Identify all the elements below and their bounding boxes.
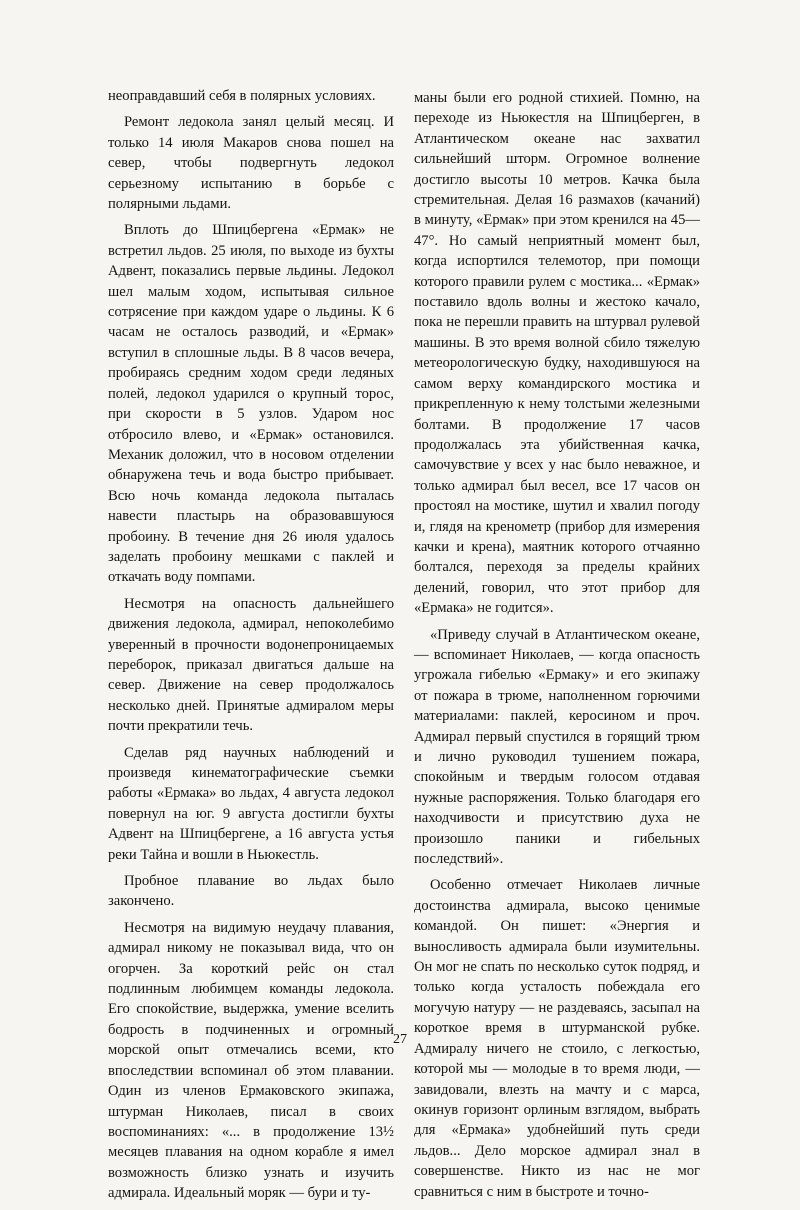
paragraph: Пробное плавание во льдах было закончено. bbox=[108, 873, 394, 910]
paragraph: Особенно отмечает Николаев личные достоинства адмирала, высоко ценимые командой. Он пишет: «Энергия и выносливость адмирала были изумительны. Он мог не спать по несколько суток подряд, и только когда усталость побеждала его могучую натуру — не раздеваясь, засыпал на короткое время в штурманской рубке. Адмиралу ничего не стоило, с легкостью, которой мы — молодые в то время люди, — завидовали, влезть на мачту и с марса, окинув горизонт орлиным взглядом, выбрать для «Ермака» удобнейший путь среди льдов... Дело морское адмирал знал в совершенстве. Никто из нас не мог сравниться с ним в быстроте и точно- bbox=[414, 877, 700, 1200]
paragraph: маны были его родной стихией. Помню, на переходе из Ньюкестля на Шпицберген, в Атлантическом океане нас захватил сильнейший шторм. Огромное волнение достигло высоты 10 метров. Качка была стремительная. Делая 16 размахов (качаний) в минуту, «Ермак» при этом кренился на 45—47°. Но самый неприятный момент был, когда испортился телемотор, при помощи которого правили рулем с мостика... «Ермак» поставило вдоль волны и жестоко качало, пока не перешли править на штурвал рулевой машины. В это время волной сбило тяжелую метеорологическую будку, находившуюся на самом верху командирского мостика и прикрепленную к нему толстыми железными болтами. В продолжение 17 часов продолжалась эта убийственная качка, самочувствие у всех у нас было неважное, и только адмирал был весел, все 17 часов он простоял на мостике, шутил и хвалил погоду и, глядя на кренометр (прибор для измерения качки и крена), маятник которого отчаянно болтался, переходя за пределы крайних делений, говорил, что этот прибор для «Ермака» не годится». bbox=[414, 90, 700, 617]
paragraph: Несмотря на опасность дальнейшего движения ледокола, адмирал, непоколебимо уверенный в прочности водонепроницаемых переборок, приказал двигаться дальше на север. Движение на север продолжалось несколько дней. Принятые адмиралом меры почти прекратили течь. bbox=[108, 595, 394, 735]
paragraph: Ремонт ледокола занял целый месяц. И только 14 июля Макаров снова пошел на север, чтобы подвергнуть ледокол серьезному испытанию в борьбе с полярными льдами. bbox=[108, 114, 394, 213]
paragraph: неоправдавший себя в полярных условиях. bbox=[108, 88, 376, 104]
paragraph: Несмотря на видимую неудачу плавания, адмирал никому не показывал вида, что он огорчен. За короткий рейс он стал подлинным любимцем команды ледокола. Его спокойствие, выдержка, умение вселить бодрость в подчиненных и огромный морской опыт отмечались всеми, кто впоследствии вспоминал об этом плавании. Один из членов Ермаковского экипажа, штурман Николаев, писал в своих воспоминаниях: «... в продолжение 13½ месяцев плавания на одном корабле я имел возможность близко узнать и изучить адмирала. Идеальный моряк — бури и ту- bbox=[108, 919, 394, 1202]
paragraph: Сделав ряд научных наблюдений и произведя кинематографические съемки работы «Ермака» во льдах, 4 августа ледокол повернул на юг. 9 августа достигли бухты Адвент на Шпицбергене, а 16 августа устья реки Тайна и вошли в Ньюкестль. bbox=[108, 744, 394, 863]
page-number: 27 bbox=[393, 1032, 407, 1047]
paragraph: Вплоть до Шпицбергена «Ермак» не встретил льдов. 25 июля, по выходе из бухты Адвент, показались первые льдины. Ледокол шел малым ходом, испытывая сильное сотрясение при каждом ударе о льдины. К 6 часам не осталось разводий, и «Ермак» вступил в сплошные льды. В 8 часов вечера, пробираясь средним ходом среди ледяных полей, ледокол ударился о крупный торос, при скорости в 5 узлов. Ударом нос отбросило влево, и «Ермак» остановился. Механик доложил, что в носовом отделении обнаружена течь и вода быстро прибывает. Всю ночь команда ледокола пыталась навести пластырь на образовавшуюся пробоину. В течение дня 26 июля удалось заделать пробоину мешками с паклей и откачать воду помпами. bbox=[108, 222, 394, 586]
paragraph: «Приведу случай в Атлантическом океане, — вспоминает Николаев, — когда опасность угрожала гибелью «Ермаку» и его экипажу от пожара в трюме, наполненном горючими материалами: паклей, керосином и проч. Адмирал первый спустился в горящий трюм и лично руководил тушением пожара, спокойным и твердым голосом отдавая нужные распоряжения. Только благодаря его находчивости и присутствию духа не произошло паники и гибельных последствий». bbox=[414, 626, 700, 868]
